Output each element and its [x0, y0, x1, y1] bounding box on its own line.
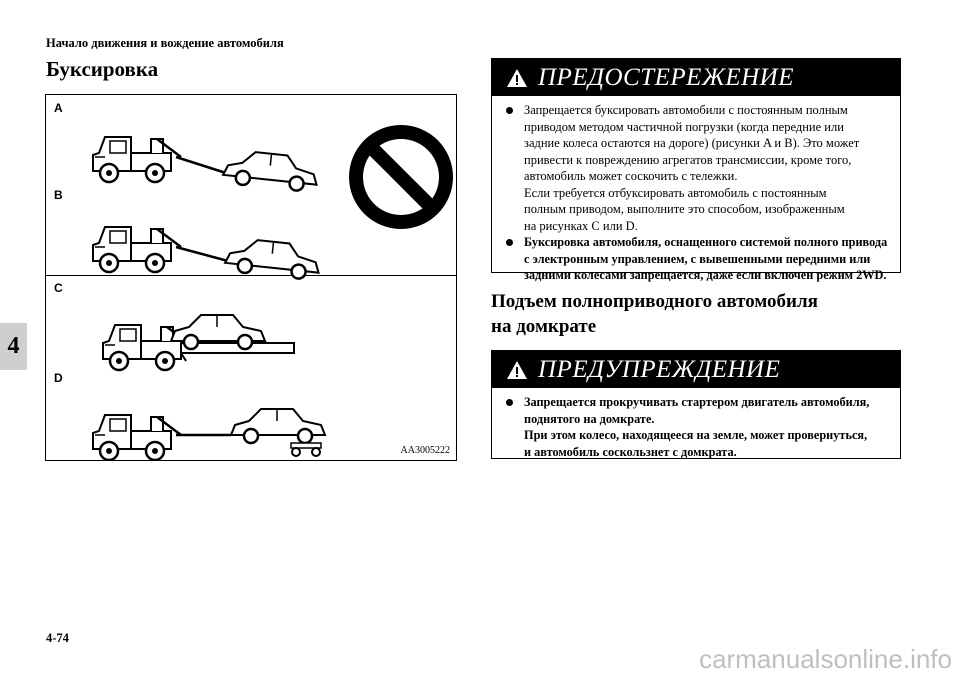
text-line: с электронным управлением, с вывешенными передними или	[524, 251, 871, 266]
section-title: Буксировка	[46, 57, 159, 81]
heading-line: Подъем полноприводного автомобиля	[491, 291, 818, 312]
caution-item	[502, 102, 890, 234]
text-line: Буксировка автомобиля, оснащенного системой полного привода	[524, 235, 888, 249]
caution-title: ПРЕДОСТЕРЕЖЕНИЕ	[538, 63, 794, 91]
page-number: 4-74	[46, 631, 69, 645]
caution-header	[492, 59, 900, 96]
figure-code: AA3005222	[400, 445, 450, 456]
towing-illustration	[46, 95, 456, 460]
caution-body	[492, 96, 900, 290]
running-header: Начало движения и вождение автомобиля	[46, 36, 284, 50]
caution-item	[502, 234, 890, 284]
warning-title: ПРЕДУПРЕЖДЕНИЕ	[538, 355, 781, 383]
tow-scene-c	[103, 315, 294, 370]
text-line: автомобиль может соскочить с тележки.	[524, 169, 738, 183]
text-line: полным приводом, выполните это способом, изображенным	[524, 202, 845, 216]
chapter-tab: 4	[0, 323, 27, 370]
warning-header	[492, 351, 900, 388]
text-line: задние колеса остаются на дороге) (рисунки A и B). Это может	[524, 136, 860, 150]
text-line: Запрещается прокручивать стартером двигатель автомобиля,	[524, 395, 870, 409]
towing-figure	[45, 94, 457, 461]
tow-scene-b	[93, 227, 321, 281]
text-line: Запрещается буксировать автомобили с постоянным полным	[524, 103, 848, 117]
figure-label-c: C	[54, 281, 63, 295]
text-line: на рисунках C или D.	[524, 218, 638, 233]
text-line: Если требуется отбуксировать автомобиль с постоянным	[524, 185, 827, 200]
text-line: приводом методом частичной погрузки (когда передние или	[524, 119, 844, 134]
figure-label-a: A	[54, 101, 63, 115]
text-line: При этом колесо, находящееся на земле, может провернуться,	[524, 428, 868, 442]
text-line: задними колесами запрещается, даже если включен режим 2WD.	[524, 268, 887, 282]
text-line: и автомобиль соскользнет с домкрата.	[524, 444, 737, 459]
tow-scene-a	[93, 137, 319, 193]
heading-line: на домкрате	[491, 316, 597, 337]
jack-section-heading	[491, 289, 818, 339]
prohibition-sign-icon	[349, 125, 453, 229]
caution-box	[491, 58, 901, 282]
text-line: привести к повреждению агрегатов трансмиссии, кроме того,	[524, 152, 852, 167]
figure-label-d: D	[54, 371, 63, 385]
warning-item	[502, 394, 890, 460]
warning-body	[492, 388, 900, 466]
warning-triangle-icon	[506, 68, 528, 88]
figure-label-b: B	[54, 188, 63, 202]
tow-scene-d	[93, 409, 325, 460]
warning-triangle-icon	[506, 360, 528, 380]
warning-box	[491, 350, 901, 459]
watermark: carmanualsonline.info	[699, 644, 952, 674]
text-line: поднятого на домкрате.	[524, 411, 655, 426]
